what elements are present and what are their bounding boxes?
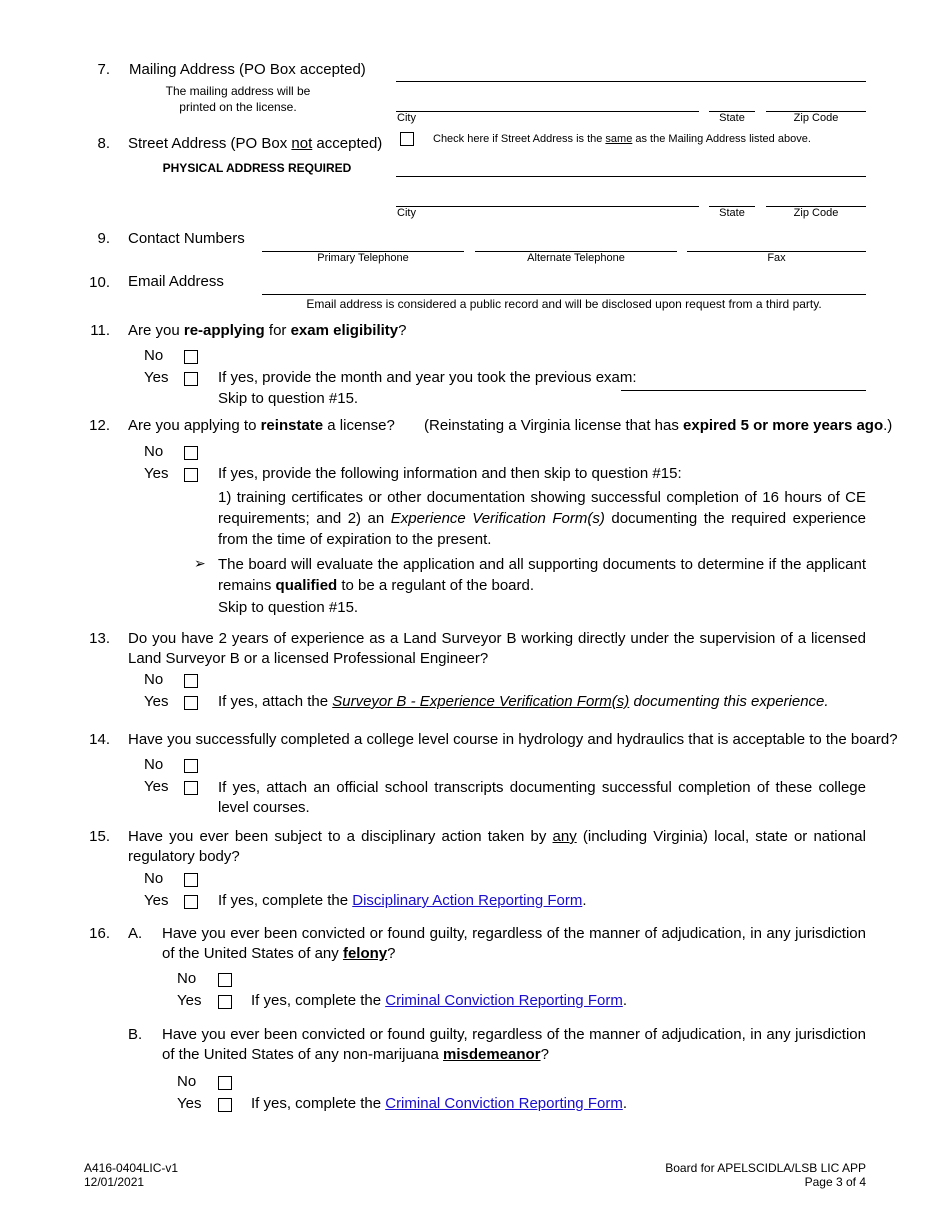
same-address-post: as the Mailing Address listed above. <box>632 133 811 145</box>
q16a-q-post: ? <box>387 945 396 962</box>
q12-req-italic: Experience Verification Form(s) <box>390 510 605 527</box>
q16b-yes-post: . <box>622 1095 627 1112</box>
primary-telephone-caption: Primary Telephone <box>317 252 409 264</box>
q10-number: 10. <box>89 274 110 291</box>
q13-yes-form-name: Surveyor B - Experience Verification Form(s) <box>332 693 630 710</box>
q7-number: 7. <box>97 61 110 78</box>
q12-requirements <box>218 487 866 550</box>
q12-paren-bold: expired 5 or more years ago <box>683 417 884 434</box>
email-note: Email address is considered a public record and will be disclosed upon request from a third party. <box>306 297 822 311</box>
q16b-yes-label: Yes <box>177 1095 202 1112</box>
q11-no-checkbox[interactable] <box>184 350 198 364</box>
q15-q-post: (including Virginia) local, state or national regulatory body? <box>128 828 866 865</box>
q12-yes-text: If yes, provide the following information and then skip to question #15: <box>218 465 682 482</box>
q12-req-pre: 1) training certificates or other documentation showing successful completion of 16 hours of CE requirements; and 2) an <box>218 489 866 527</box>
fax-caption: Fax <box>767 252 786 264</box>
q11-q-bold1: re-applying <box>183 322 265 339</box>
street-city-input[interactable] <box>396 206 699 207</box>
q14-question: Have you successfully completed a college level course in hydrology and hydraulics that is acceptable to the board? <box>128 731 898 748</box>
footer-board: Board for APELSCIDLA/LSB LIC APP <box>665 1161 866 1175</box>
q16b-letter: B. <box>128 1026 143 1043</box>
q12-bullet-text <box>218 554 866 596</box>
q16a-question <box>162 924 866 964</box>
q12-yes-checkbox[interactable] <box>184 468 198 482</box>
q9-number: 9. <box>97 230 110 247</box>
q11-yes-text: If yes, provide the month and year you took the previous exam: <box>218 369 637 386</box>
q10-label: Email Address <box>128 273 224 290</box>
q16b-yes-text <box>251 1094 627 1114</box>
q15-no-label: No <box>144 870 164 887</box>
q15-q-pre: Have you ever been subject to a disciplinary action taken by <box>128 828 553 845</box>
q7-note-line1: The mailing address will be <box>165 84 311 98</box>
q13-number: 13. <box>89 630 110 647</box>
q14-no-checkbox[interactable] <box>184 759 198 773</box>
q11-no-label: No <box>144 347 164 364</box>
q11-yes-checkbox[interactable] <box>184 372 198 386</box>
q8-physical-note: PHYSICAL ADDRESS REQUIRED <box>162 161 352 175</box>
q12-paren-post: .) <box>883 417 893 434</box>
same-address-same: same <box>605 133 633 145</box>
q8-label-not: not <box>291 135 313 152</box>
q12-q-bold: reinstate <box>260 417 324 434</box>
footer-left <box>84 1161 178 1189</box>
same-address-label <box>433 132 811 146</box>
q7-label: Mailing Address (PO Box accepted) <box>129 61 366 78</box>
q15-yes-label: Yes <box>144 892 169 909</box>
q13-yes-pre: If yes, attach the <box>218 693 333 710</box>
q8-number: 8. <box>97 135 110 152</box>
q12-no-label: No <box>144 443 164 460</box>
q12-yes-label: Yes <box>144 465 169 482</box>
q13-question: Do you have 2 years of experience as a Land Surveyor B working directly under the supervision of a licensed Land Surveyor B or a licensed Professional Engineer? <box>128 630 866 667</box>
q12-question <box>128 416 395 436</box>
q12-paren-pre: (Reinstating a Virginia license that has <box>424 417 684 434</box>
q16a-yes-text <box>251 991 627 1011</box>
q8-label <box>128 134 382 154</box>
q12-bullet-post: to be a regulant of the board. <box>337 577 535 594</box>
footer-page-number: Page 3 of 4 <box>804 1175 866 1189</box>
footer-right <box>665 1161 866 1189</box>
mailing-zip-caption: Zip Code <box>793 112 839 124</box>
q14-yes-checkbox[interactable] <box>184 781 198 795</box>
mailing-city-input[interactable] <box>396 111 699 112</box>
q14-yes-text: If yes, attach an official school transcripts documenting successful completion of these college level courses. <box>218 779 866 816</box>
q11-q-mid: for <box>264 322 291 339</box>
q11-q-post: ? <box>398 322 407 339</box>
q7-note <box>150 83 326 115</box>
same-address-pre: Check here if Street Address is the <box>433 133 606 145</box>
q15-q-any: any <box>552 828 577 845</box>
q12-req-post: documenting the required experience from the time of expiration to the present. <box>218 510 866 548</box>
q13-no-checkbox[interactable] <box>184 674 198 688</box>
q16a-yes-post: . <box>622 992 627 1009</box>
disciplinary-action-form-link[interactable]: Disciplinary Action Reporting Form <box>352 892 583 909</box>
q12-skip: Skip to question #15. <box>218 599 359 616</box>
q14-number: 14. <box>89 731 110 748</box>
criminal-conviction-form-link-a[interactable]: Criminal Conviction Reporting Form <box>385 992 623 1009</box>
q16a-yes-label: Yes <box>177 992 202 1009</box>
alternate-telephone-caption: Alternate Telephone <box>527 252 625 264</box>
q15-yes-checkbox[interactable] <box>184 895 198 909</box>
previous-exam-date-input[interactable] <box>621 390 866 391</box>
footer-form-id: A416-0404LIC-v1 <box>84 1161 179 1175</box>
q15-question <box>128 827 866 867</box>
q16b-no-checkbox[interactable] <box>218 1076 232 1090</box>
q16a-letter: A. <box>128 925 143 942</box>
q15-no-checkbox[interactable] <box>184 873 198 887</box>
mailing-city-caption: City <box>397 112 416 124</box>
q16b-q-post: ? <box>540 1046 549 1063</box>
street-address-input[interactable] <box>396 176 866 177</box>
q16a-q-pre: Have you ever been convicted or found guilty, regardless of the manner of adjudication, in any jurisdiction of the United States of any <box>162 925 866 962</box>
mailing-state-caption: State <box>719 112 745 124</box>
q13-yes-italic: documenting this experience. <box>629 693 829 710</box>
q8-label-pre: Street Address (PO Box <box>128 135 292 152</box>
q11-question <box>128 321 406 341</box>
street-zip-caption: Zip Code <box>793 207 839 219</box>
q12-q-pre: Are you applying to <box>128 417 261 434</box>
q16b-no-label: No <box>177 1073 197 1090</box>
q16a-q-felony: felony <box>342 945 388 962</box>
q12-bullet-bold: qualified <box>275 577 338 594</box>
q16a-no-checkbox[interactable] <box>218 973 232 987</box>
q16b-q-pre: Have you ever been convicted or found guilty, regardless of the manner of adjudication, in any jurisdiction of the United States of any non-marijuana <box>162 1026 866 1063</box>
q16a-no-label: No <box>177 970 197 987</box>
q16b-q-misdemeanor: misdemeanor <box>443 1046 541 1063</box>
q15-yes-text <box>218 891 587 911</box>
email-input[interactable] <box>262 294 866 295</box>
q11-yes-label: Yes <box>144 369 169 386</box>
q12-q-post: a license? <box>323 417 395 434</box>
q14-no-label: No <box>144 756 164 773</box>
q16a-yes-checkbox[interactable] <box>218 995 232 1009</box>
q13-yes-text <box>218 692 829 712</box>
q9-label: Contact Numbers <box>128 230 245 247</box>
q14-yes-label: Yes <box>144 778 169 795</box>
q11-q-bold2: exam eligibility <box>290 322 399 339</box>
q12-parenthetical <box>424 416 892 436</box>
footer-date: 12/01/2021 <box>84 1175 145 1189</box>
q16a-yes-pre: If yes, complete the <box>251 992 386 1009</box>
mailing-street-input[interactable] <box>396 81 866 82</box>
q16-number: 16. <box>89 925 110 942</box>
q8-label-post: accepted) <box>312 135 383 152</box>
q12-bullet-pre: The board will evaluate the application and all supporting documents to determine if the applicant remains <box>218 556 866 594</box>
same-address-checkbox[interactable] <box>400 132 414 146</box>
q16b-yes-checkbox[interactable] <box>218 1098 232 1112</box>
q12-bullet-arrow-icon: ➢ <box>194 556 206 572</box>
q12-number: 12. <box>89 417 110 434</box>
q7-note-line2: printed on the license. <box>179 100 297 114</box>
criminal-conviction-form-link-b[interactable]: Criminal Conviction Reporting Form <box>385 1095 623 1112</box>
q13-yes-checkbox[interactable] <box>184 696 198 710</box>
q12-no-checkbox[interactable] <box>184 446 198 460</box>
q16b-question <box>162 1025 866 1065</box>
street-city-caption: City <box>397 207 416 219</box>
q11-number: 11. <box>90 322 110 339</box>
q11-skip: Skip to question #15. <box>218 390 359 407</box>
q15-yes-post: . <box>582 892 587 909</box>
q16b-yes-pre: If yes, complete the <box>251 1095 386 1112</box>
q15-yes-pre: If yes, complete the <box>218 892 353 909</box>
street-state-caption: State <box>719 207 745 219</box>
q11-q-pre: Are you <box>128 322 184 339</box>
q13-yes-label: Yes <box>144 693 169 710</box>
q15-number: 15. <box>89 828 110 845</box>
q13-no-label: No <box>144 671 164 688</box>
